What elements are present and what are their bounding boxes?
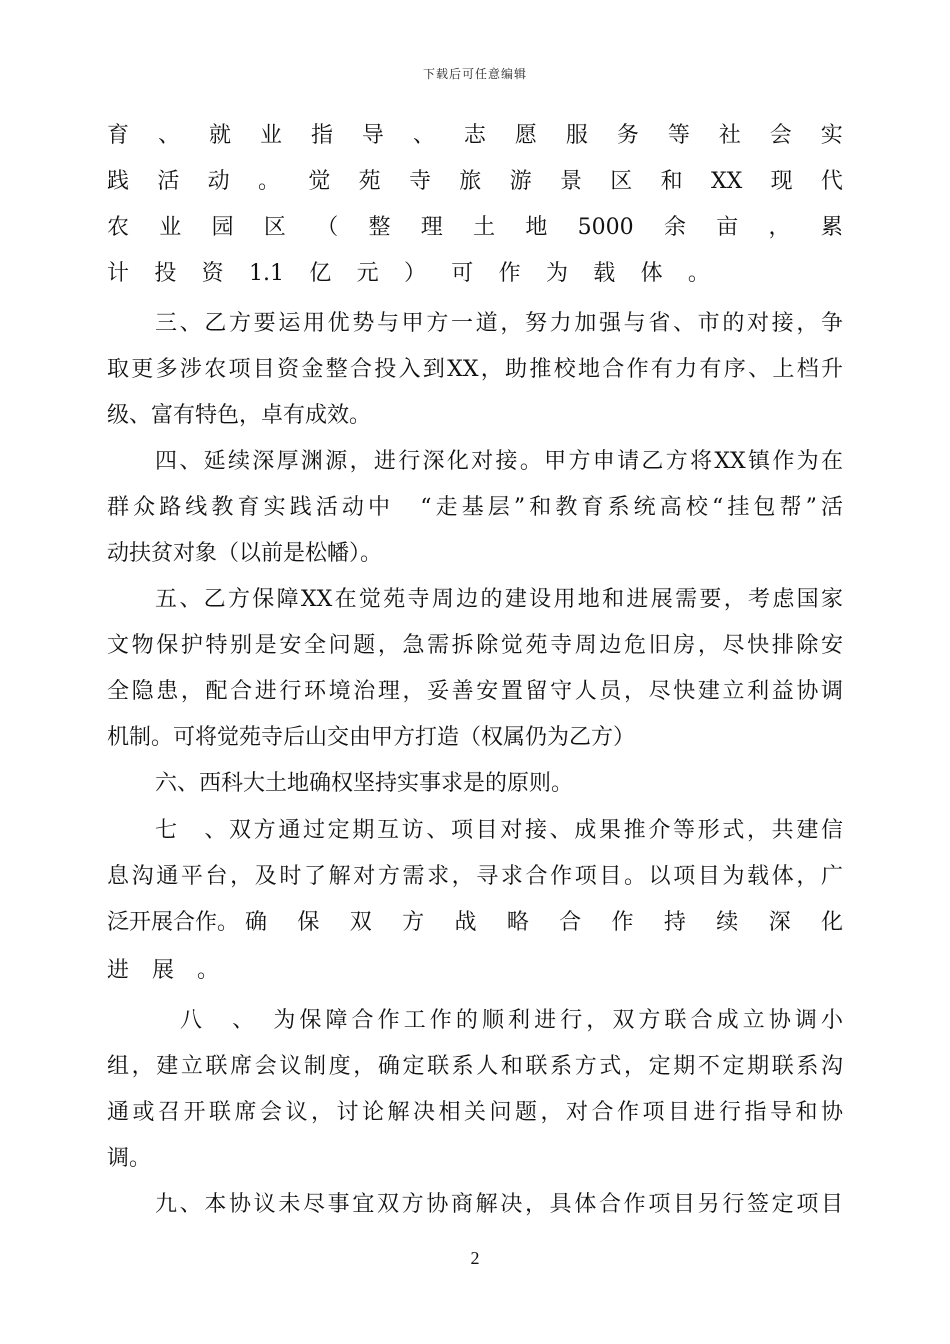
intro-line-2-char: 动 [207,169,230,194]
intro-line-4-char: 为 [545,261,568,286]
intro-line-2 [107,167,843,197]
intro-line-4-char: ） [403,261,426,286]
intro-line-4-char: 资 [201,261,224,286]
intro-line-4 [107,259,710,289]
page-header: 下载后可任意编辑 [422,67,527,81]
intro-line-1-char: 社 [718,123,741,148]
para7-line-3-char: 作 [611,910,634,935]
intro-line-3-char: （ [316,215,339,240]
para8-line-1: 八 、 为保障合作工作的顺利进行，双方联合成立协调小 [180,1008,843,1033]
intro-line-4-char: 投 [154,261,177,286]
intro-line-1-char: 愿 [514,123,537,148]
para5-line-2: 文物保护特别是安全问题，急需拆除觉苑寺周边危旧房，尽快排除安 [107,633,843,658]
intro-line-1-char: 业 [259,123,282,148]
para7-line-4-char: 进 [107,958,130,983]
intro-line-4-char: 体 [640,261,663,286]
para4-line-3: 动扶贫对象（以前是松幡）。 [107,541,383,566]
para8-line-3: 通或召开联席会议，讨论解决相关问题，对合作项目进行指导和协 [107,1100,843,1125]
intro-line-2-char: 苑 [358,169,381,194]
para7-line-3-char: 双 [349,910,372,935]
intro-line-2-char: XX [710,169,743,194]
intro-line-1-char: 等 [667,123,690,148]
intro-line-2-char: 和 [660,169,683,194]
intro-line-2-char: 觉 [308,169,331,194]
para7-line-4 [107,956,219,986]
intro-line-3-char: 土 [473,215,496,240]
intro-line-1-char: 就 [208,123,231,148]
intro-line-2-char: 活 [157,169,180,194]
intro-line-2-char: 旅 [459,169,482,194]
intro-line-1-char: 实 [820,123,843,148]
para7-line-1: 七 、双方通过定期互访、项目对接、成果推介等形式，共建信 [155,818,843,843]
para7-line-3-char: 续 [716,910,739,935]
intro-line-4-char: 作 [498,261,521,286]
intro-line-3-char: 理 [420,215,443,240]
intro-line-1-char: 、 [412,123,435,148]
para7-line-3-char: 确 [245,910,268,935]
para7-line-3-char: 方 [402,910,425,935]
para5-line-3: 全隐患，配合进行环境治理，妥善安置留守人员，尽快建立利益协调 [107,679,843,704]
para7-line-3-lead: 泛开展合作。 [107,910,240,935]
intro-line-3-char: 区 [263,215,286,240]
intro-line-1-char: 服 [565,123,588,148]
intro-line-4-char: 。 [687,261,710,286]
intro-line-1 [107,121,843,151]
intro-line-1-char: 导 [361,123,384,148]
intro-line-1-char: 务 [616,123,639,148]
para7-line-4-char: 。 [196,958,219,983]
para7-line-3-char: 持 [663,910,686,935]
intro-line-3-char: 整 [368,215,391,240]
intro-line-3-char: 地 [525,215,548,240]
intro-line-2-char: 现 [770,169,793,194]
para7-line-2: 息沟通平台，及时了解对方需求，寻求合作项目。以项目为载体，广 [107,864,843,889]
intro-line-1-char: 育 [107,123,130,148]
intro-line-3 [107,213,843,243]
para4-line-1: 四、延续深厚渊源，进行深化对接。甲方申请乙方将XX镇作为在 [155,449,843,474]
intro-line-4-char: 可 [451,261,474,286]
intro-line-1-char: 会 [769,123,792,148]
intro-line-2-char: 景 [559,169,582,194]
para7-line-3-char: 保 [297,910,320,935]
intro-line-3-char: 亩 [716,215,739,240]
intro-line-2-char: 。 [257,169,280,194]
intro-line-3-char: 5000 [577,215,634,240]
intro-line-3-char: 业 [159,215,182,240]
intro-line-3-char: 余 [663,215,686,240]
intro-line-1-char: 志 [463,123,486,148]
intro-line-3-char: 园 [211,215,234,240]
intro-line-2-char: 践 [107,169,130,194]
para8-line-4: 调。 [107,1146,152,1171]
intro-line-3-char: ， [768,215,791,240]
para7-line-3-char: 化 [820,910,843,935]
intro-line-1-char: 、 [157,123,180,148]
intro-line-2-char: 游 [509,169,532,194]
para7-line-3-char: 略 [506,910,529,935]
intro-line-3-char: 农 [107,215,130,240]
intro-line-4-char: 载 [593,261,616,286]
para8-line-2: 组，建立联席会议制度，确定联系人和联系方式，定期不定期联系沟 [107,1054,843,1079]
para5-line-1: 五、乙方保障XX在觉苑寺周边的建设用地和进展需要，考虑国家 [155,587,843,612]
page-number: 2 [470,1248,480,1268]
para7-line-3-char: 战 [454,910,477,935]
intro-line-4-char: 1.1 [248,261,284,286]
intro-line-4-char: 元 [356,261,379,286]
intro-line-1-char: 指 [310,123,333,148]
para6-line-1: 六、西科大土地确权坚持实事求是的原则。 [155,771,574,796]
intro-line-4-char: 计 [107,261,130,286]
para7-line-3 [107,908,843,938]
intro-line-2-char: 寺 [408,169,431,194]
para7-line-3-char: 合 [559,910,582,935]
para3-line-1: 三、乙方要运用优势与甲方一道，努力加强与省、市的对接，争 [155,311,843,336]
para5-line-4: 机制。可将觉苑寺后山交由甲方打造（权属仍为乙方） [107,725,636,750]
para7-line-4-char: 展 [151,958,174,983]
para4-line-2: 群众路线教育实践活动中 “走基层”和教育系统高校“挂包帮”活 [107,495,843,520]
para9-line-1: 九、本协议未尽事宜双方协商解决，具体合作项目另行签定项目 [155,1192,843,1217]
intro-line-3-char: 累 [820,215,843,240]
para3-line-3: 级、富有特色，卓有成效。 [107,403,372,428]
para7-line-3-char: 深 [768,910,791,935]
intro-line-4-char: 亿 [309,261,332,286]
para3-line-2: 取更多涉农项目资金整合投入到XX，助推校地合作有力有序、上档升 [107,357,843,382]
intro-line-2-char: 代 [820,169,843,194]
intro-line-2-char: 区 [610,169,633,194]
